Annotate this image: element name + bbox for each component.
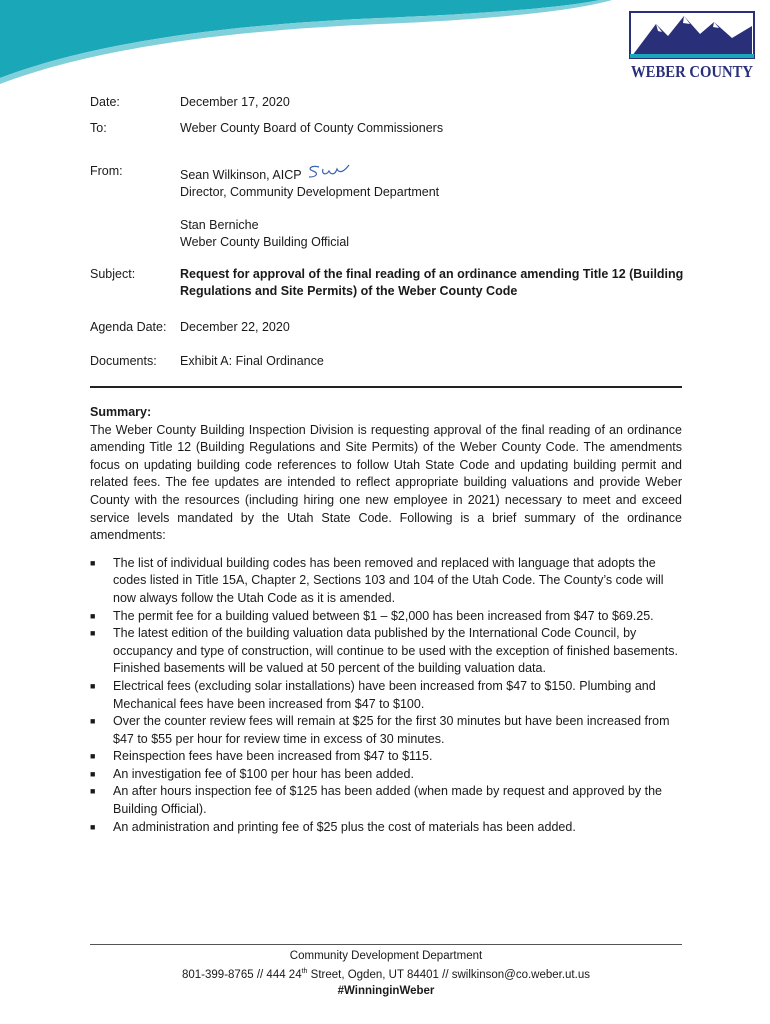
documents-row — [90, 353, 690, 370]
bullet-icon: ■ — [90, 821, 96, 832]
subject-value: Request for approval of the final reading of an ordinance amending Title 12 (Building Regulations and Site Permits) of the Weber County Code — [180, 267, 684, 298]
date-row — [90, 94, 690, 111]
footer-phone: 801-399-8765 — [182, 968, 254, 981]
from-title: Director, Community Development Department — [180, 185, 440, 199]
list-item: ■ An after hours inspection fee of $125 has been added (when made by request and approved by the Building Official). — [90, 784, 662, 817]
bullet-icon: ■ — [90, 680, 96, 691]
agenda-row — [90, 319, 690, 336]
summary-section — [90, 404, 682, 836]
bullet-icon: ■ — [90, 751, 96, 762]
list-item: ■ Reinspection fees have been increased from $47 to $115. — [90, 748, 682, 766]
footer-hashtag: #WinninginWeber — [337, 984, 435, 997]
list-item: ■ Over the counter review fees will remain at $25 for the first 30 minutes but have been increased from $47 to $55 per hour for review time in excess of 30 minutes. — [90, 714, 670, 746]
amendment-list — [90, 555, 682, 837]
to-value: Weber County Board of County Commissioners — [180, 121, 444, 135]
footer-divider — [90, 944, 682, 945]
subject-label: Subject: — [90, 267, 136, 281]
list-item: ■ An administration and printing fee of $25 plus the cost of materials has been added. — [90, 819, 682, 837]
agenda-label: Agenda Date: — [90, 320, 167, 334]
to-label: To: — [90, 121, 107, 135]
weber-county-logo — [628, 10, 756, 82]
summary-body: The Weber County Building Inspection Division is requesting approval of the final reading of an ordinance amending Title 12 (Building Regulations and Site Permits) of the Weber County Code. The amendments focus on updating building code references to follow Utah State Code and updating building permit and related fees. The fee updates are intended to reflect appropriate building valuations and provide Weber County with the resources (including hiring one new employee in 2021) necessary to meet and exceed service levels mandated by the Utah State Code. Following is a brief summary of the ordinance amendments: — [90, 422, 682, 543]
signature — [305, 163, 351, 181]
bullet-icon: ■ — [90, 786, 96, 797]
list-item: ■ An investigation fee of $100 per hour has been added. — [90, 766, 682, 784]
logo-text: WEBER COUNTY — [631, 62, 753, 81]
footer-email[interactable]: swilkinson@co.weber.ut.us — [451, 968, 590, 981]
bullet-icon: ■ — [90, 768, 96, 779]
list-item: ■ Electrical fees (excluding solar installations) have been increased from $47 to $150. Plumbing and Mechanical fees have been increased from $47 to $100. — [90, 678, 656, 711]
documents-value: Exhibit A: Final Ordinance — [180, 354, 324, 368]
date-value: December 17, 2020 — [180, 95, 290, 109]
documents-label: Documents: — [90, 354, 157, 368]
footer — [90, 948, 682, 999]
to-row — [90, 120, 690, 137]
bullet-icon: ■ — [90, 628, 96, 639]
from-name: Sean Wilkinson, AICP — [180, 168, 302, 182]
from2-name: Stan Berniche — [180, 218, 259, 232]
summary-title: Summary: — [90, 405, 152, 419]
footer-address: 444 24th Street, Ogden, UT 84401 — [266, 968, 439, 981]
bullet-icon: ■ — [90, 610, 96, 621]
list-item: ■ The list of individual building codes has been removed and replaced with language that adopts the codes listed in Title 15A, Chapter 2, Sections 103 and 104 of the Utah Code. The County’s code will now always follow the Utah Code as it is amended. — [90, 555, 664, 605]
agenda-value: December 22, 2020 — [180, 320, 290, 334]
subject-row — [90, 266, 690, 300]
bullet-icon: ■ — [90, 557, 96, 568]
list-item: ■ The latest edition of the building valuation data published by the International Code Council, by occupancy and type of construction, will continue to be used with the exception of finished basements. Finished basements will be valued at 50 percent of the building valuation data. — [90, 626, 678, 676]
footer-contact: 801-399-8765 // 444 24th Street, Ogden, UT 84401 // swilkinson@co.weber.ut.us — [182, 968, 590, 981]
divider — [90, 386, 682, 388]
from2-title: Weber County Building Official — [180, 235, 350, 249]
bullet-icon: ■ — [90, 716, 96, 727]
from-label: From: — [90, 164, 123, 178]
date-label: Date: — [90, 95, 120, 109]
footer-dept: Community Development Department — [289, 950, 483, 962]
from-row — [90, 163, 690, 251]
list-item: ■ The permit fee for a building valued between $1 – $2,000 has been increased from $47 to $69.25. — [90, 608, 682, 626]
